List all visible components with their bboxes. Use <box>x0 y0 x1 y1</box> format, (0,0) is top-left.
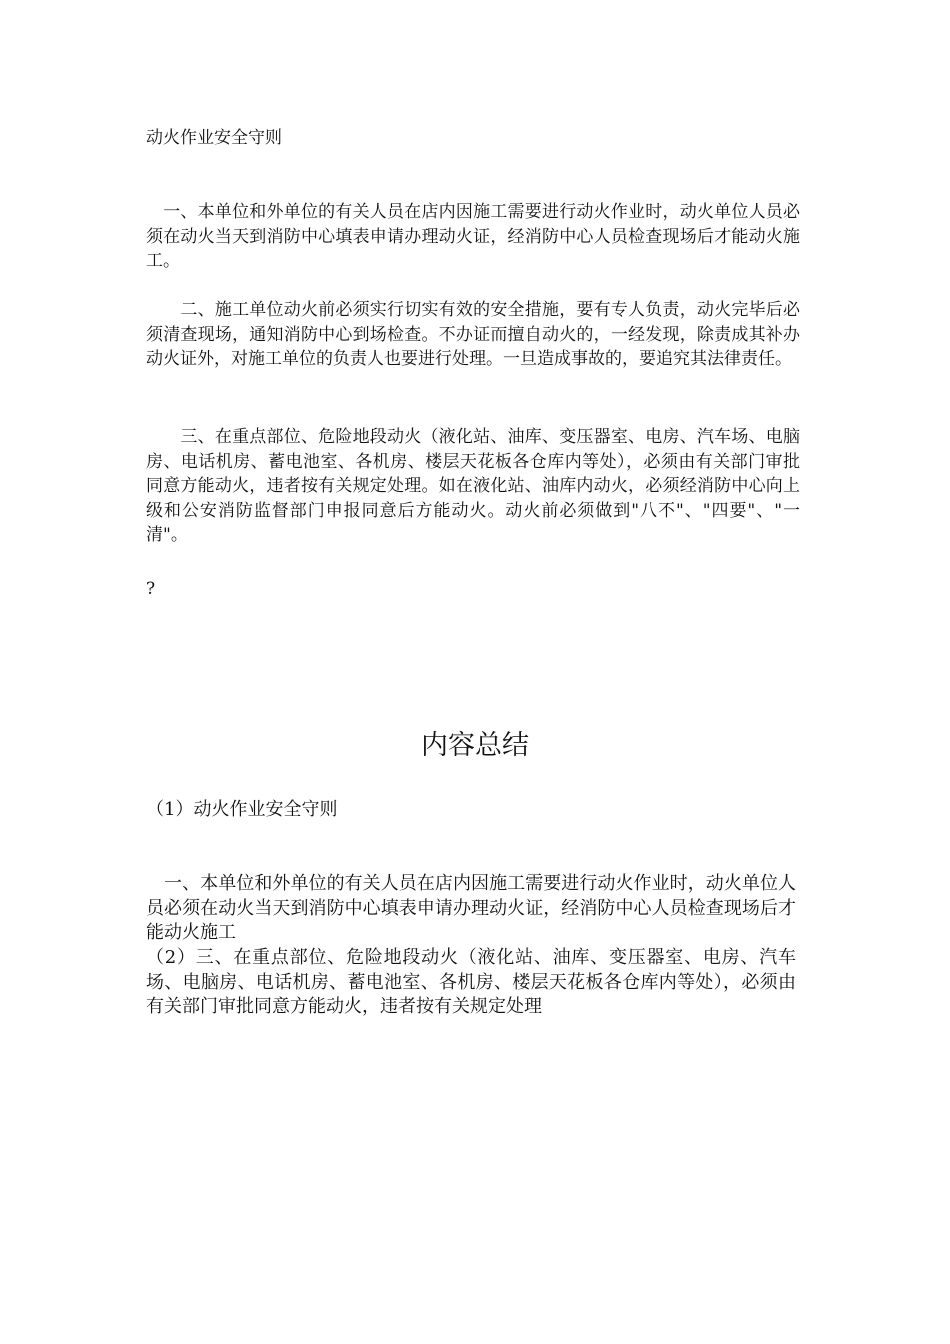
summary-item-2-body: （2）三、在重点部位、危险地段动火（液化站、油库、变压器室、电房、汽车场、电脑房、电话机房、蓄电池室、各机房、楼层天花板各仓库内等处），必须由有关部门审批同意方能动火，违者按有关规定处理 <box>146 947 796 1017</box>
summary-item-1-title: （1）动火作业安全守则 <box>146 799 338 820</box>
paragraph-3: 三、在重点部位、危险地段动火（液化站、油库、变压器室、电房、汽车场、电脑房、电话机房、蓄电池室、各机房、楼层天花板各仓库内等处），必须由有关部门审批同意方能动火，违者按有关规定处理。如在液化站、油库内动火，必须经消防中心向上级和公安消防监督部门申报同意后方能动火。动火前必须做到"八不"、"四要"、"一清"。 <box>146 427 800 545</box>
document-title: 动火作业安全守则 <box>146 128 282 148</box>
summary-item-1-body: 一、本单位和外单位的有关人员在店内因施工需要进行动火作业时，动火单位人员必须在动火当天到消防中心填表申请办理动火证，经消防中心人员检查现场后才能动火施工 <box>146 873 796 943</box>
paragraph-1: 一、本单位和外单位的有关人员在店内因施工需要进行动火作业时，动火单位人员必须在动火当天到消防中心填表申请办理动火证，经消防中心人员检查现场后才能动火施工。 <box>146 202 800 271</box>
paragraph-2: 二、施工单位动火前必须实行切实有效的安全措施，要有专人负责，动火完毕后必须清查现场，通知消防中心到场检查。不办证而擅自动火的，一经发现，除责成其补办动火证外，对施工单位的负责人也要进行处理。一旦造成事故的，要追究其法律责任。 <box>146 300 800 369</box>
summary-heading: 内容总结 <box>421 730 529 761</box>
stray-question-mark: ? <box>146 579 156 599</box>
